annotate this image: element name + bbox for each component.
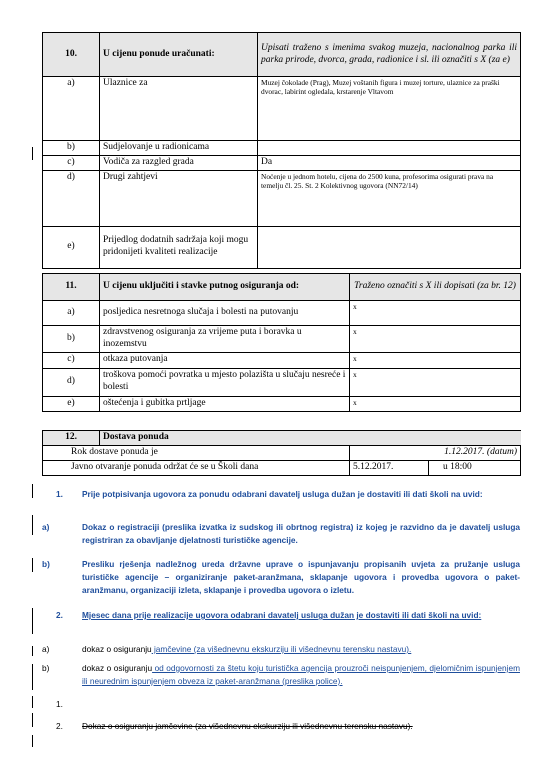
inserted-text: jamčevine (za višednevnu ekskurziju ili višednevnu terensku nastavu). bbox=[151, 644, 412, 654]
table-row bbox=[43, 445, 521, 460]
row-value: Da bbox=[258, 155, 521, 170]
section-number: 11. bbox=[43, 274, 100, 301]
section-number: 12. bbox=[43, 431, 100, 446]
change-bar bbox=[32, 147, 33, 160]
list-letter: b) bbox=[42, 663, 50, 673]
change-bar bbox=[32, 484, 33, 498]
table-row bbox=[43, 460, 521, 475]
opening-date: 5.12.2017. bbox=[350, 460, 429, 475]
table-row bbox=[43, 77, 521, 141]
list-text: dokaz o osiguranju bbox=[82, 644, 152, 654]
section-11-header bbox=[43, 274, 521, 301]
change-bar bbox=[32, 664, 33, 690]
table-row bbox=[43, 352, 521, 368]
row-label: posljedica nesretnoga slučaja i bolesti na putovanju bbox=[100, 301, 350, 326]
list-number: 2. bbox=[56, 721, 63, 731]
opening-label: Javno otvaranje ponuda održat će se u Školi dana bbox=[43, 460, 350, 475]
change-bar bbox=[32, 608, 33, 634]
row-letter: c) bbox=[43, 155, 100, 170]
row-letter: b) bbox=[43, 326, 100, 353]
inserted-text: od odgovornosti za štetu koju turistička agencija prouzroči neispunjenjem, djelomičnim ispunjenjem ili neurednim ispunjenjem obveza iz paket-aranžmana (preslika police). bbox=[82, 663, 520, 686]
table-row bbox=[43, 326, 521, 353]
row-value: x bbox=[350, 326, 521, 353]
list-text: dokaz o osiguranju bbox=[82, 663, 153, 673]
row-label: Sudjelovanje u radionicama bbox=[100, 141, 258, 156]
row-label: Vodiča za razgled grada bbox=[100, 155, 258, 170]
row-letter: a) bbox=[43, 77, 100, 141]
row-letter: d) bbox=[43, 368, 100, 396]
insurance-table bbox=[42, 273, 521, 412]
opening-time: u 18:00 bbox=[429, 460, 521, 475]
table-row bbox=[43, 368, 521, 396]
section-10-header bbox=[43, 33, 521, 77]
row-value: x bbox=[350, 396, 521, 411]
section-instruction: Traženo označiti s X ili dopisati (za br. 12) bbox=[350, 274, 521, 301]
row-letter: e) bbox=[43, 226, 100, 268]
deadline-label: Rok dostave ponuda je bbox=[43, 445, 350, 460]
list-text: Dokaz o registraciji (preslika izvatka iz sudskog ili obrtnog registra) iz kojeg je razvidno da je davatelj usluga registriran za obavljanje djelatnosti turističke agencije. bbox=[82, 522, 520, 545]
list-letter: a) bbox=[42, 522, 50, 532]
list-letter: b) bbox=[42, 559, 50, 569]
table-row bbox=[43, 301, 521, 326]
table-row bbox=[43, 141, 521, 156]
section-title: Dostava ponuda bbox=[100, 431, 521, 446]
deleted-text: Dokaz o osiguranju jamčevine (za višednevnu ekskurziju ili višednevnu terensku nastavu). bbox=[82, 721, 413, 731]
row-value: x bbox=[350, 368, 521, 396]
section-instruction: Upisati traženo s imenima svakog muzeja, nacionalnog parka ili parka prirode, dvorca, grada, radionice i sl. ili označiti s X (za e) bbox=[258, 33, 521, 77]
change-bar bbox=[32, 713, 33, 727]
row-letter: a) bbox=[43, 301, 100, 326]
change-bar bbox=[32, 515, 33, 535]
row-label: troškova pomoći povratka u mjesto polazišta u slučaju nesreće i bolesti bbox=[100, 368, 350, 396]
row-label: Drugi zahtjevi bbox=[100, 170, 258, 226]
section-title: U cijenu uključiti i stavke putnog osiguranja od: bbox=[100, 274, 350, 301]
row-value bbox=[258, 226, 521, 268]
change-bar bbox=[32, 696, 33, 708]
list-letter: a) bbox=[42, 644, 50, 654]
change-bar bbox=[32, 646, 33, 656]
row-value: Noćenje u jednom hotelu, cijena do 2500 kuna, profesorima osigurati prava na temelju čl. 25. St. 2 Kolektivnog ugovora (NN72/14) bbox=[258, 170, 521, 226]
delivery-table bbox=[42, 430, 521, 476]
list-number: 1. bbox=[56, 489, 63, 499]
offer-form-table bbox=[42, 32, 521, 269]
row-label: zdravstvenog osiguranja za vrijeme puta i boravka u inozemstvu bbox=[100, 326, 350, 353]
row-label: Ulaznice za bbox=[100, 77, 258, 141]
list-number: 2. bbox=[56, 610, 63, 620]
section-title: U cijenu ponude uračunati: bbox=[100, 33, 258, 77]
deadline-value: 1.12.2017. (datum) bbox=[350, 445, 521, 460]
row-letter: b) bbox=[43, 141, 100, 156]
row-value bbox=[258, 141, 521, 156]
row-value: x bbox=[350, 352, 521, 368]
table-row bbox=[43, 226, 521, 268]
row-letter: d) bbox=[43, 170, 100, 226]
table-row bbox=[43, 155, 521, 170]
row-letter: c) bbox=[43, 352, 100, 368]
section-number: 10. bbox=[43, 33, 100, 77]
section-12-header bbox=[43, 431, 521, 446]
table-row bbox=[43, 396, 521, 411]
row-label: otkaza putovanja bbox=[100, 352, 350, 368]
list-text: Presliku rješenja nadležnog ureda državne uprave o ispunjavanju propisanih uvjeta za pružanje usluga turističke agencije – organiziranje paket-aranžmana, sklapanje ugovora i provedba ugovora o paket-aranžmanu, organizaciji izleta, sklapanje i provedba ugovora o izletu. bbox=[82, 559, 520, 595]
change-bar bbox=[32, 735, 33, 747]
row-label: oštećenja i gubitka prtljage bbox=[100, 396, 350, 411]
row-value: x bbox=[350, 301, 521, 326]
list-text: Mjesec dana prije realizacije ugovora odabrani davatelj usluga dužan je dostaviti ili dati školi na uvid: bbox=[82, 610, 482, 620]
change-bar bbox=[32, 558, 33, 572]
row-letter: e) bbox=[43, 396, 100, 411]
list-number: 1. bbox=[56, 699, 63, 709]
table-row bbox=[43, 170, 521, 226]
row-label: Prijedlog dodatnih sadržaja koji mogu pridonijeti kvaliteti realizacije bbox=[100, 226, 258, 268]
list-text: Prije potpisivanja ugovora za ponudu odabrani davatelj usluga dužan je dostaviti ili dati školi na uvid: bbox=[82, 489, 483, 499]
row-value: Muzej čokolade (Prag), Muzej voštanih figura i muzej torture, ulaznice za praški dvorac, labirint ogledala, krstarenje Vltavom bbox=[258, 77, 521, 141]
